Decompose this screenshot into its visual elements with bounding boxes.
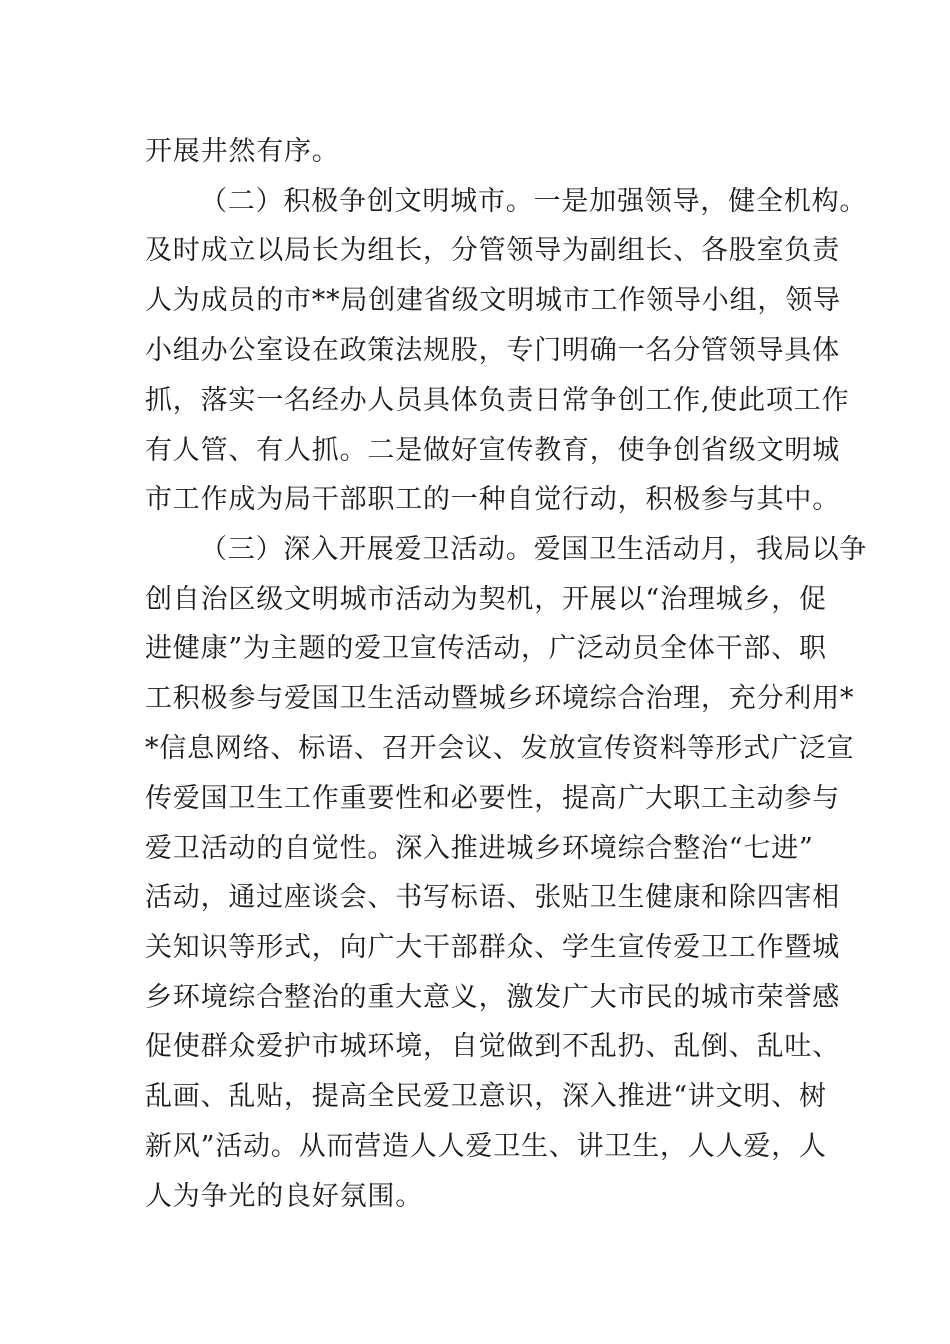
text-line: 人为成员的市**局创建省级文明城市工作领导小组，领导 [145,285,841,316]
text-line: 活动，通过座谈会、书写标语、张贴卫生健康和除四害相 [145,882,840,913]
text-line: 工积极参与爱国卫生活动暨城乡环境综合治理，充分利用* [145,683,855,714]
text-line: 开展井然有序。 [145,136,340,167]
text-line: 乱画、乱贴，提高全民爱卫意识，深入推进“讲文明、树 [145,1081,827,1112]
text-line: 乡环境综合整治的重大意义，激发广大市民的城市荣誉感 [145,982,840,1013]
text-line: 有人管、有人抓。二是做好宣传教育，使争创省级文明城 [145,435,840,466]
text-line: 抓，落实一名经办人员具体负责日常争创工作,使此项工作 [145,385,850,416]
text-line: 小组办公室设在政策法规股，专门明确一名分管领导具体 [145,335,840,366]
text-line: *信息网络、标语、召开会议、发放宣传资料等形式广泛宣 [145,733,855,764]
text-line: 进健康”为主题的爱卫宣传活动，广泛动员全体干部、职 [145,633,827,664]
text-line: 及时成立以局长为组长，分管领导为副组长、各股室负责 [145,235,840,266]
section-heading-line: （三）深入开展爱卫活动。爱国卫生活动月，我局以争 [200,534,868,565]
text-line: 市工作成为局干部职工的一种自觉行动，积极参与其中。 [145,484,840,515]
text-line: 人为争光的良好氛围。 [145,1181,423,1212]
text-line: 传爱国卫生工作重要性和必要性，提高广大职工主动参与 [145,783,840,814]
text-line: 创自治区级文明城市活动为契机，开展以“治理城乡，促 [145,584,827,615]
text-line: 爱卫活动的自觉性。深入推进城乡环境综合整治“七进” [145,833,814,864]
section-heading-line: （二）积极争创文明城市。一是加强领导，健全机构。 [200,186,868,217]
text-line: 新风”活动。从而营造人人爱卫生、讲卫生，人人爱，人 [145,1131,827,1162]
text-line: 关知识等形式，向广大干部群众、学生宣传爱卫工作暨城 [145,932,840,963]
text-line: 促使群众爱护市城环境，自觉做到不乱扔、乱倒、乱吐、 [145,1031,840,1062]
